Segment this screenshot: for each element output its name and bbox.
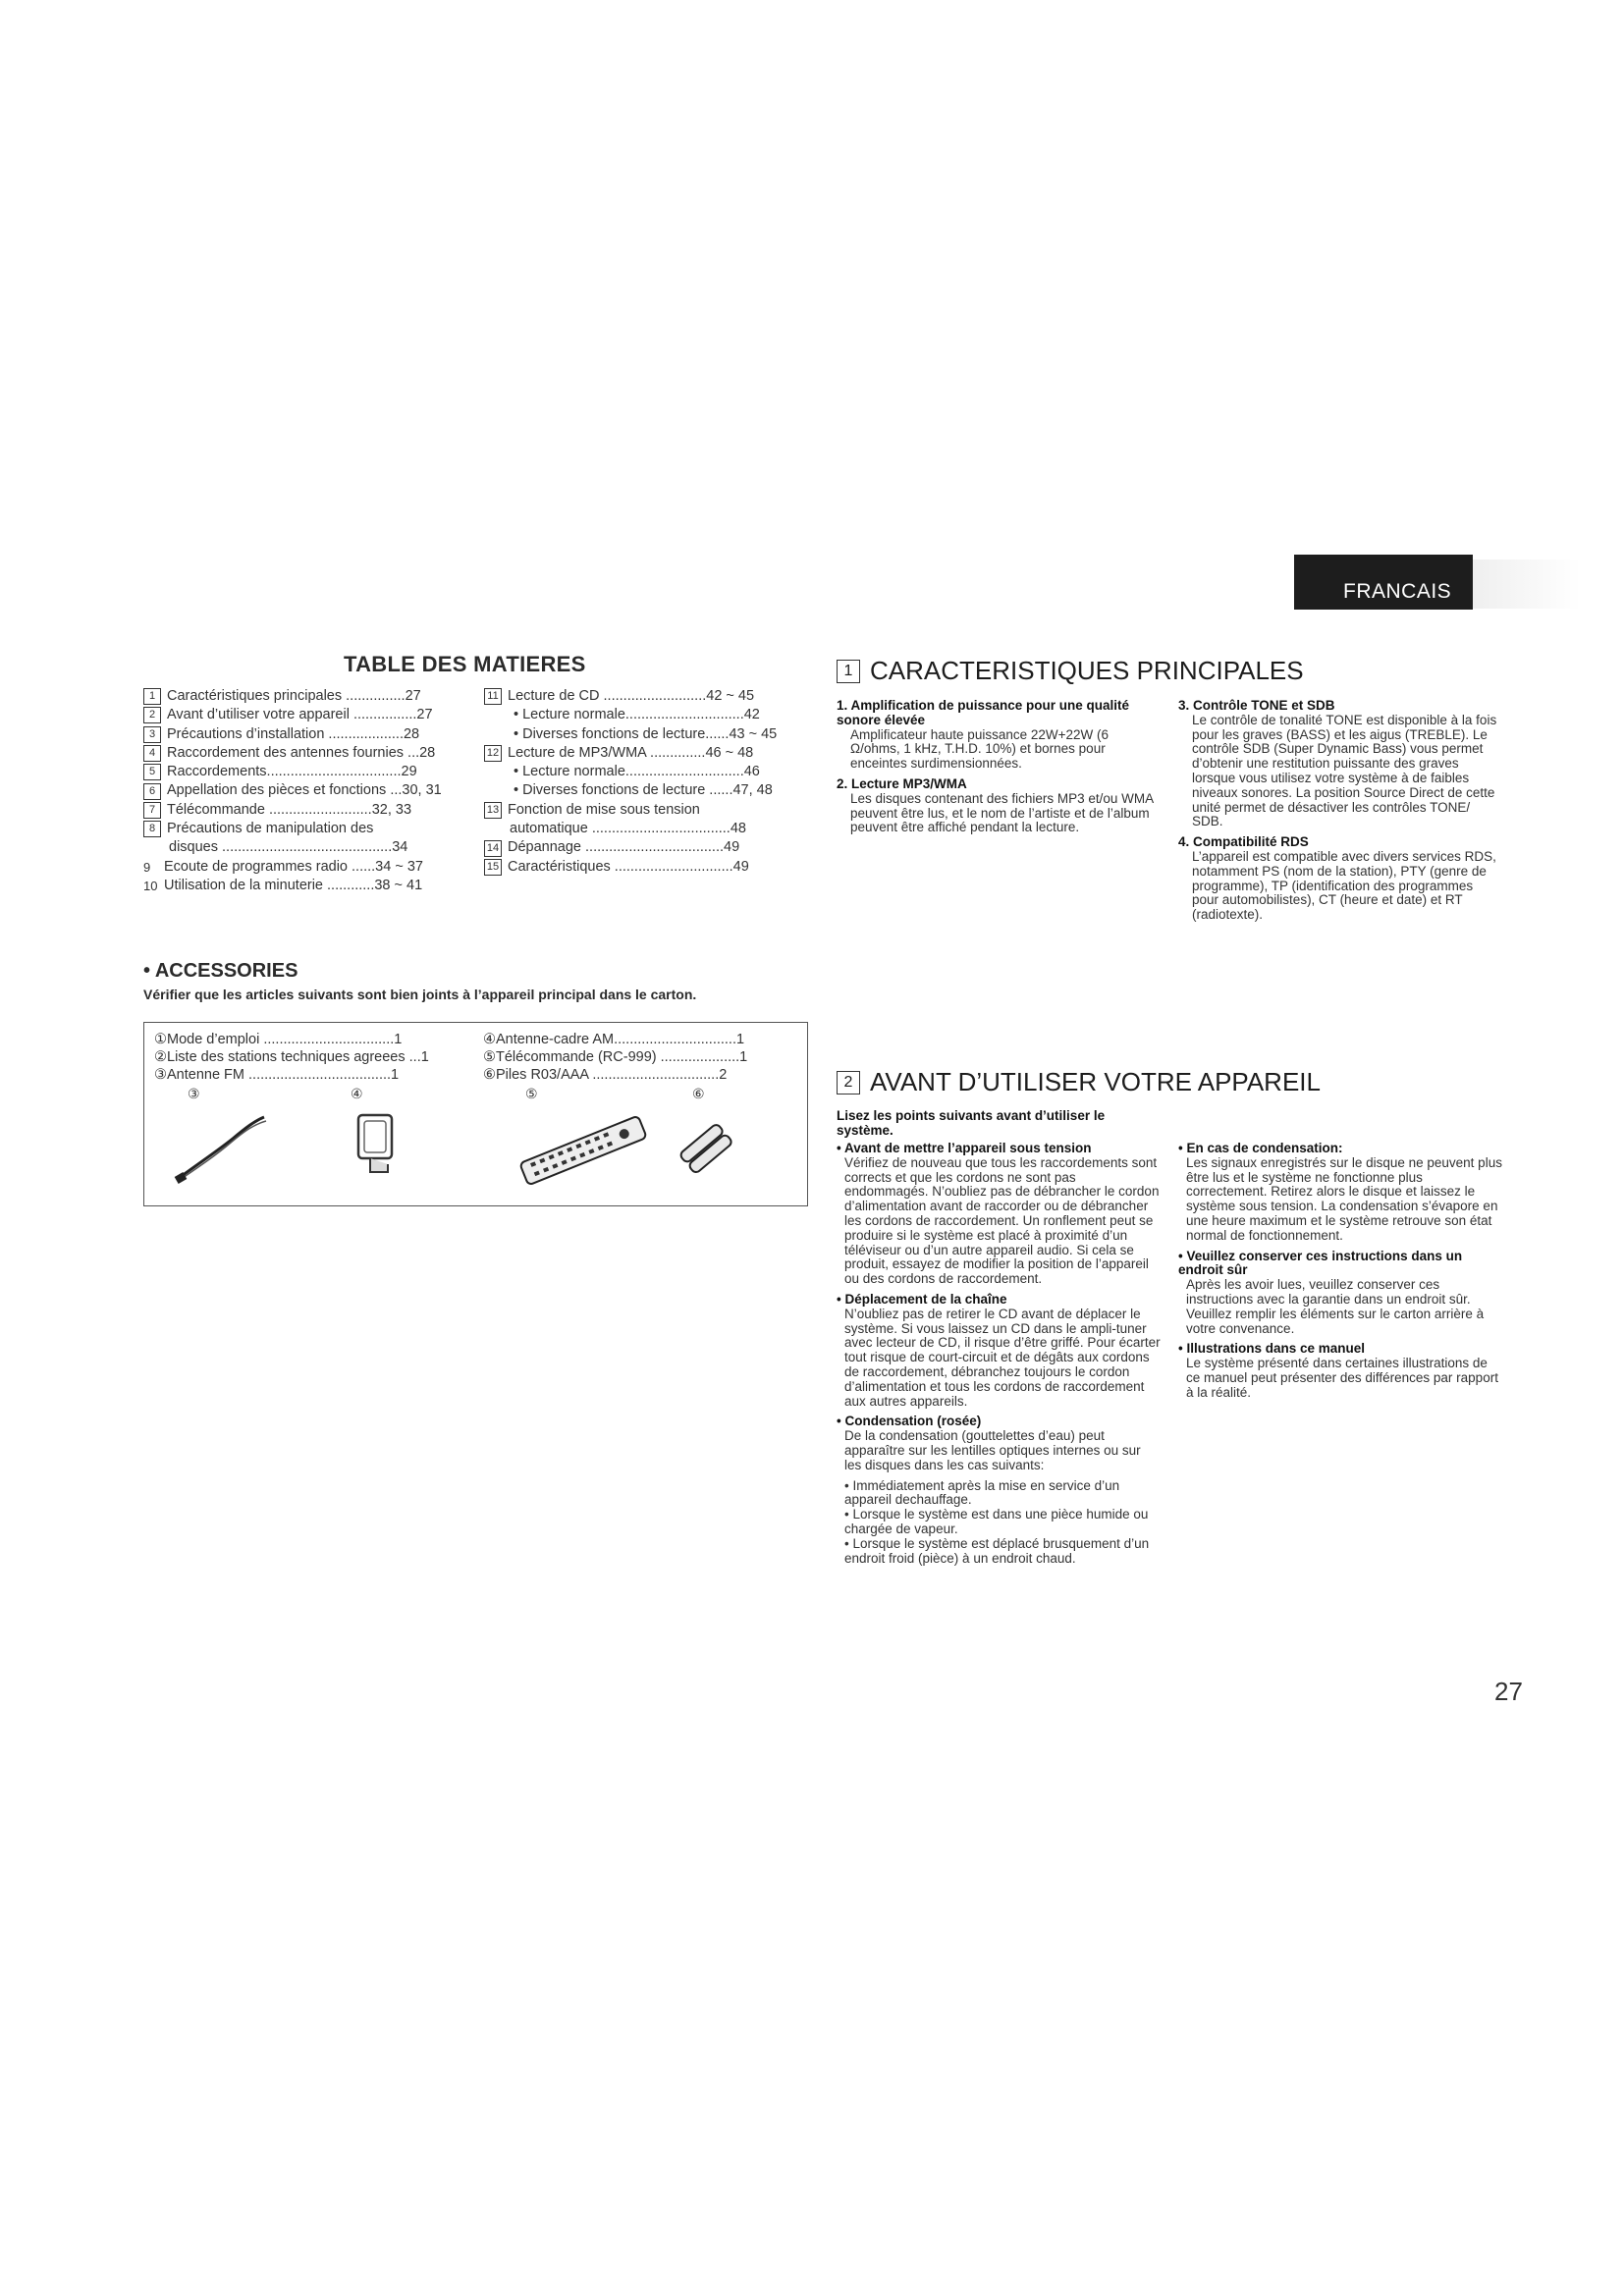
toc-entry-text: • Lecture normale..............................42 <box>514 707 760 723</box>
toc-entry <box>484 801 808 820</box>
toc-entry-text: Appellation des pièces et fonctions ...30, 31 <box>167 782 442 799</box>
toc-entry-number: 7 <box>143 802 161 819</box>
toc-entry-number: 15 <box>484 859 502 876</box>
toc-entry-text: Lecture de MP3/WMA ..............46 ~ 48 <box>508 744 754 761</box>
accessory-item: ⑥Piles R03/AAA ................................2 <box>483 1067 728 1083</box>
toc-entry-number: 6 <box>143 783 161 800</box>
section2-column-2 <box>1178 1142 1502 1407</box>
feature-body: Amplificateur haute puissance 22W+22W (6 Ω/ohms, 1 kHz, T.H.D. 10%) et bornes pour enceintes surdimensionnées. <box>850 726 1110 772</box>
toc-entry <box>484 838 808 857</box>
section2-number: 2 <box>837 1071 860 1095</box>
section1-number: 1 <box>837 660 860 683</box>
feature-body: Après les avoir lues, veuillez conserver ces instructions avec la garantie dans un endroit sûr. Veuillez remplir les éléments sur le carton arrière à votre convenance. <box>1186 1277 1485 1336</box>
feature-heading: 3. Contrôle TONE et SDB <box>1178 698 1335 713</box>
toc-entry-text: • Lecture normale..............................46 <box>514 764 760 780</box>
feature-heading: • Illustrations dans ce manuel <box>1178 1341 1366 1357</box>
toc-entry <box>484 820 808 838</box>
figure-label: ⑤ <box>525 1086 538 1101</box>
toc-entry <box>143 801 467 820</box>
condensation-case: • Lorsque le système est déplacé brusquement d’un endroit froid (pièce) à un endroit chaud. <box>844 1535 1150 1566</box>
toc-entry-number: 9 <box>143 859 151 875</box>
tab-shadow <box>1473 560 1581 609</box>
language-tab-label: FRANCAIS <box>1343 580 1452 603</box>
toc-entry-number: 1 <box>143 688 161 705</box>
language-tab <box>1294 555 1473 610</box>
toc-entry-text: Raccordement des antennes fournies ...28 <box>167 744 436 761</box>
accessories-list-left <box>154 1031 429 1084</box>
toc-entry <box>484 725 808 744</box>
section1-column-1 <box>837 699 1161 841</box>
section2-title-text: AVANT D’UTILISER VOTRE APPAREIL <box>870 1067 1321 1096</box>
remote-control-illustration <box>510 1111 657 1190</box>
toc-entry-text: Précautions de manipulation des <box>167 821 374 837</box>
toc-entry <box>484 687 808 706</box>
feature-heading: • Condensation (rosée) <box>837 1414 982 1429</box>
feature-body: Les disques contenant des fichiers MP3 et/ou WMA peuvent être lus, et le nom de l’artiste et de l’album peuvent être affiché pendant la lecture. <box>850 790 1154 835</box>
figure-label: ⑥ <box>692 1086 705 1101</box>
toc-entry-number: 8 <box>143 821 161 837</box>
feature-body: Le contrôle de tonalité TONE est disponible à la fois pour les graves (BASS) et les aigus (TREBLE). Le contrôle SDB (Super Dynamic Bass) vous permet d’obtenir une restitution puissante des graves lorsque vous utilisez votre système à de faibles niveaux sonores. La position Source Direct de cette unité permet de désactiver les contrôles TONE/ SDB. <box>1192 712 1497 829</box>
section2-intro: Lisez les points suivants avant d’utiliser le système. <box>837 1108 1106 1138</box>
fm-antenna-illustration <box>174 1111 272 1190</box>
toc-entry <box>143 820 467 838</box>
toc-entry <box>143 781 467 800</box>
feature-heading: • En cas de condensation: <box>1178 1141 1343 1155</box>
toc-entry <box>484 744 808 763</box>
toc-left-column <box>143 687 467 895</box>
toc-entry <box>143 725 467 744</box>
toc-entry-number: 11 <box>484 688 502 705</box>
toc-entry-text: Fonction de mise sous tension <box>508 801 700 818</box>
feature-body: Le système présenté dans certaines illustrations de ce manuel peut présenter des différences par rapport à la réalité. <box>1186 1356 1498 1400</box>
toc-entry-number: 4 <box>143 745 161 762</box>
accessory-item: ③Antenne FM ....................................1 <box>154 1067 400 1083</box>
toc-entry-text: Dépannage ...................................49 <box>508 839 740 856</box>
toc-entry-number: 12 <box>484 745 502 762</box>
accessory-item: ⑤Télécommande (RC-999) ....................1 <box>483 1049 748 1065</box>
condensation-case: • Lorsque le système est dans une pièce humide ou chargée de vapeur. <box>844 1507 1149 1536</box>
feature-body: N’oubliez pas de retirer le CD avant de déplacer le système. Si vous laissez un CD dans le ampli-tuner avec lecteur de CD, il risque d’être griffé. Pour écarter tout risque de court-circuit et de dégâts aux cordons de raccordement, débranchez toujours le cordon d’alimentation et tous les cordons de raccordement aux autres appareils. <box>844 1306 1161 1409</box>
toc-entry-text: Lecture de CD ..........................42 ~ 45 <box>508 688 755 704</box>
toc-entry-number: 10 <box>143 878 158 893</box>
page-number: 27 <box>1494 1677 1523 1706</box>
toc-entry-text: Ecoute de programmes radio ......34 ~ 37 <box>164 858 423 875</box>
feature-body: L’appareil est compatible avec divers services RDS, notamment PS (nom de la station), PTY (genre de programme), TP (identification des programmes pour automobilistes), CT (heure et date) et RT (radiotexte). <box>1192 848 1496 923</box>
feature-heading: 1. Amplification de puissance pour une qualité sonore élevée <box>837 698 1130 727</box>
toc-entry <box>143 744 467 763</box>
condensation-case: • Immédiatement après la mise en service d’un appareil dechauffage. <box>844 1477 1120 1508</box>
toc-entry-text: • Diverses fonctions de lecture ......47, 48 <box>514 782 773 799</box>
accessory-item: ①Mode d’emploi .................................1 <box>154 1032 403 1047</box>
toc-entry-number: 14 <box>484 840 502 857</box>
section1-title <box>837 656 1304 686</box>
toc-entry <box>143 763 467 781</box>
toc-entry-text: Caractéristiques principales ...............27 <box>167 688 421 704</box>
section1-title-text: CARACTERISTIQUES PRINCIPALES <box>870 656 1304 685</box>
toc-entry <box>143 858 467 877</box>
toc-entry-text: Télécommande ..........................32, 33 <box>167 801 412 818</box>
toc-entry <box>484 706 808 724</box>
toc-entry <box>484 763 808 781</box>
batteries-illustration <box>673 1117 741 1176</box>
am-loop-antenna-illustration <box>351 1109 409 1188</box>
feature-heading: 4. Compatibilité RDS <box>1178 834 1309 850</box>
feature-body: De la condensation (gouttelettes d’eau) peut apparaître sur les lentilles optiques internes ou sur les disques dans les cas suivants: <box>844 1428 1141 1472</box>
toc-entry-text: Raccordements..................................29 <box>167 764 417 780</box>
toc-entry-text: Caractéristiques ..............................49 <box>508 858 749 875</box>
toc-entry-number: 3 <box>143 726 161 743</box>
feature-body: Les signaux enregistrés sur le disque ne peuvent plus être lus et le système ne fonctionne plus correctement. Retirez alors le disque et laissez le système sous tension. La condensation s’évapore en une heure maximum et le système retrouve son état normal de fonctionnement. <box>1186 1154 1502 1243</box>
toc-entry-text: automatique ...................................48 <box>510 821 746 837</box>
toc-entry-text: • Diverses fonctions de lecture......43 ~ 45 <box>514 725 778 742</box>
toc-entry-number: 13 <box>484 802 502 819</box>
toc-entry <box>143 877 467 895</box>
accessory-item: ②Liste des stations techniques agreees ...1 <box>154 1049 429 1065</box>
toc-entry <box>484 781 808 800</box>
feature-heading: • Déplacement de la chaîne <box>837 1291 1007 1307</box>
feature-heading: • Avant de mettre l’appareil sous tension <box>837 1141 1092 1155</box>
toc-entry-text: Avant d’utiliser votre appareil ................27 <box>167 707 433 723</box>
toc-title: TABLE DES MATIERES <box>344 652 586 676</box>
section2-column-1 <box>837 1142 1161 1566</box>
feature-body: Vérifiez de nouveau que tous les raccordements sont corrects et que les cordons ne sont pas endommagés. N’oubliez pas de débrancher le cordon d’alimentation avant de raccorder ou de débrancher les cordons de raccordement. Un ronflement peut se produire si le système est placé à proximité d’un téléviseur ou d’un autre appareil audio. Si cela se produit, essayez de modifier la position de l’appareil ou des cordons de raccordement. <box>844 1154 1160 1287</box>
toc-entry-text: disques ...........................................34 <box>169 839 408 856</box>
accessories-list-right <box>483 1031 747 1084</box>
toc-entry-number: 2 <box>143 707 161 723</box>
feature-heading: 2. Lecture MP3/WMA <box>837 775 967 791</box>
accessory-item: ④Antenne-cadre AM...............................1 <box>483 1032 745 1047</box>
section2-title <box>837 1067 1321 1097</box>
accessories-subtitle: Vérifier que les articles suivants sont bien joints à l’appareil principal dans le carton. <box>143 987 697 1002</box>
toc-entry <box>143 838 467 857</box>
figure-label: ③ <box>188 1086 200 1101</box>
toc-entry-text: Précautions d’installation ...................28 <box>167 725 420 742</box>
toc-entry-number: 5 <box>143 764 161 780</box>
accessories-title: • ACCESSORIES <box>143 960 298 982</box>
toc-right-column <box>484 687 808 877</box>
feature-heading: • Veuillez conserver ces instructions dans un endroit sûr <box>1178 1248 1463 1278</box>
toc-entry <box>484 858 808 877</box>
toc-entry <box>143 687 467 706</box>
figure-label: ④ <box>351 1086 363 1101</box>
toc-entry-text: Utilisation de la minuterie ............38 ~ 41 <box>164 877 423 893</box>
accessories-box <box>143 1022 808 1206</box>
section1-column-2 <box>1178 699 1502 929</box>
toc-entry <box>143 706 467 724</box>
